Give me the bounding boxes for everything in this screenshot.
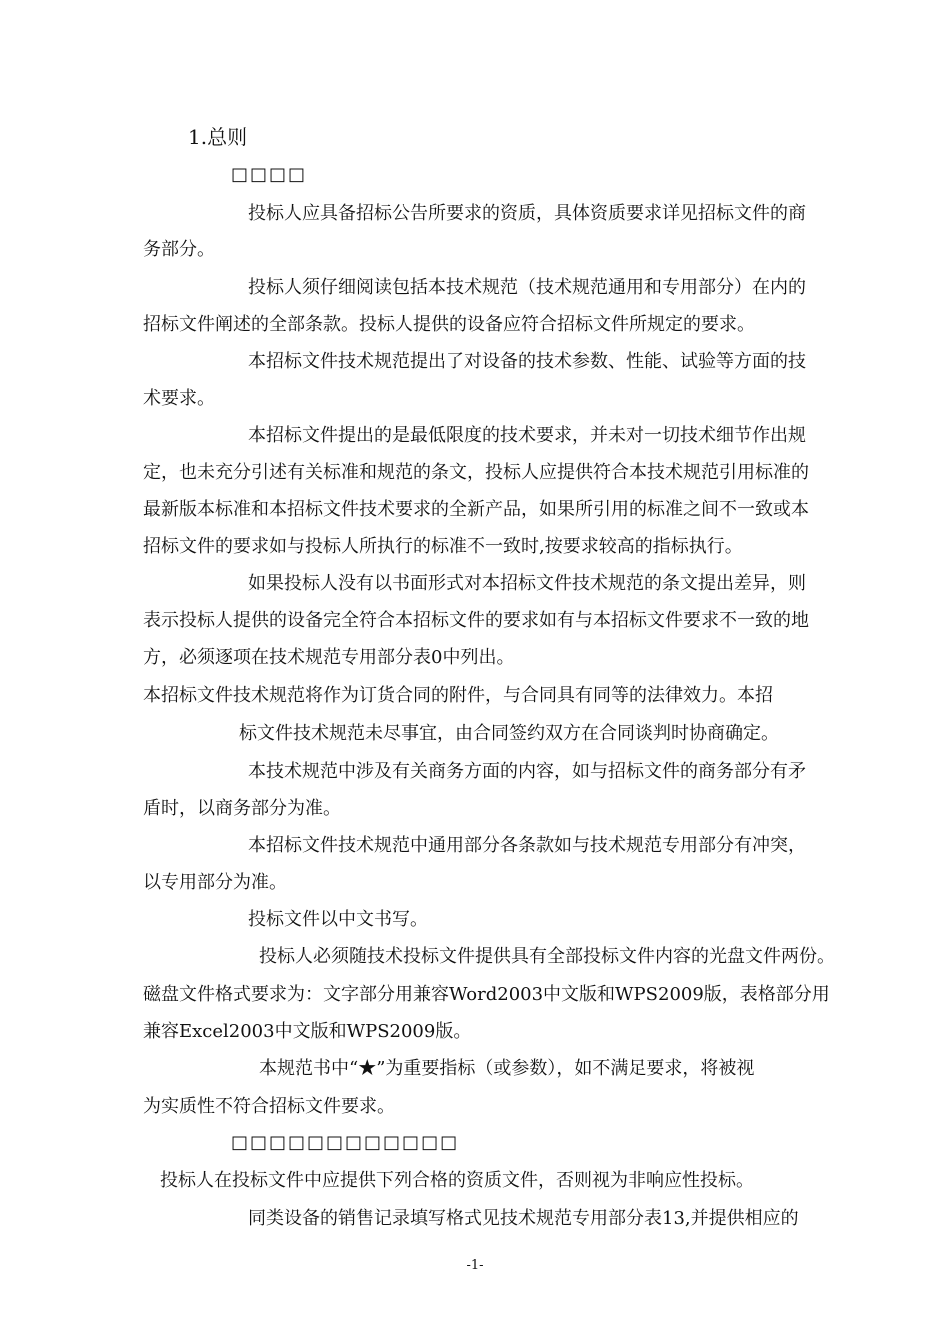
paragraph-line: 本招标文件提出的是最低限度的技术要求，并未对一切技术细节作出规 (248, 425, 806, 446)
paragraph-line: 务部分。 (143, 239, 215, 260)
paragraph-line: 标文件技术规范未尽事宜，由合同签约双方在合同谈判时协商确定。 (239, 723, 779, 744)
paragraph-line: 投标人须仔细阅读包括本技术规范（技术规范通用和专用部分）在内的 (248, 277, 806, 298)
paragraph-line: 本规范书中“★”为重要指标（或参数），如不满足要求，将被视 (259, 1058, 755, 1079)
paragraph-line: 定，也未充分引述有关标准和规范的条文，投标人应提供符合本技术规范引用标准的 (143, 462, 809, 483)
section-heading: 1.总则 (188, 125, 248, 149)
paragraph-line: 投标人在投标文件中应提供下列合格的资质文件，否则视为非响应性投标。 (160, 1170, 754, 1191)
page-number: -1- (466, 1258, 484, 1273)
paragraph-line: 本招标文件技术规范中通用部分各条款如与技术规范专用部分有冲突， (248, 835, 806, 856)
paragraph-line: 本技术规范中涉及有关商务方面的内容，如与招标文件的商务部分有矛 (248, 761, 806, 782)
paragraph-line: 兼容Excel2003中文版和WPS2009版。 (143, 1021, 472, 1042)
paragraph-line: 为实质性不符合招标文件要求。 (143, 1096, 395, 1117)
paragraph-line: 投标文件以中文书写。 (248, 909, 428, 930)
paragraph-line: 术要求。 (143, 388, 215, 409)
paragraph-line: 以专用部分为准。 (143, 872, 287, 893)
paragraph-line: 招标文件阐述的全部条款。投标人提供的设备应符合招标文件所规定的要求。 (143, 314, 755, 335)
paragraph-line: 磁盘文件格式要求为：文字部分用兼容Word2003中文版和WPS2009版，表格部分用 (143, 984, 830, 1005)
paragraph-line: 投标人必须随技术投标文件提供具有全部投标文件内容的光盘文件两份。 (259, 946, 835, 967)
paragraph-line: 如果投标人没有以书面形式对本招标文件技术规范的条文提出差异，则 (248, 573, 806, 594)
paragraph-line: 本招标文件技术规范将作为订货合同的附件，与合同具有同等的法律效力。本招 (143, 685, 773, 706)
paragraph-line: 盾时，以商务部分为准。 (143, 798, 341, 819)
paragraph-line: 方，必须逐项在技术规范专用部分表0中列出。 (143, 647, 515, 668)
paragraph-line: 同类设备的销售记录填写格式见技术规范专用部分表13,并提供相应的 (248, 1208, 799, 1229)
missing-glyphs-heading: □□□□□□□□□□□□ (231, 1132, 460, 1153)
paragraph-line: 最新版本标准和本招标文件技术要求的全新产品，如果所引用的标准之间不一致或本 (143, 499, 809, 520)
paragraph-line: 投标人应具备招标公告所要求的资质，具体资质要求详见招标文件的商 (248, 203, 806, 224)
missing-glyphs-heading: □□□□ (231, 164, 308, 185)
paragraph-line: 表示投标人提供的设备完全符合本招标文件的要求如有与本招标文件要求不一致的地 (143, 610, 809, 631)
paragraph-line: 招标文件的要求如与投标人所执行的标准不一致时,按要求较高的指标执行。 (143, 536, 743, 557)
paragraph-line: 本招标文件技术规范提出了对设备的技术参数、性能、试验等方面的技 (248, 351, 806, 372)
